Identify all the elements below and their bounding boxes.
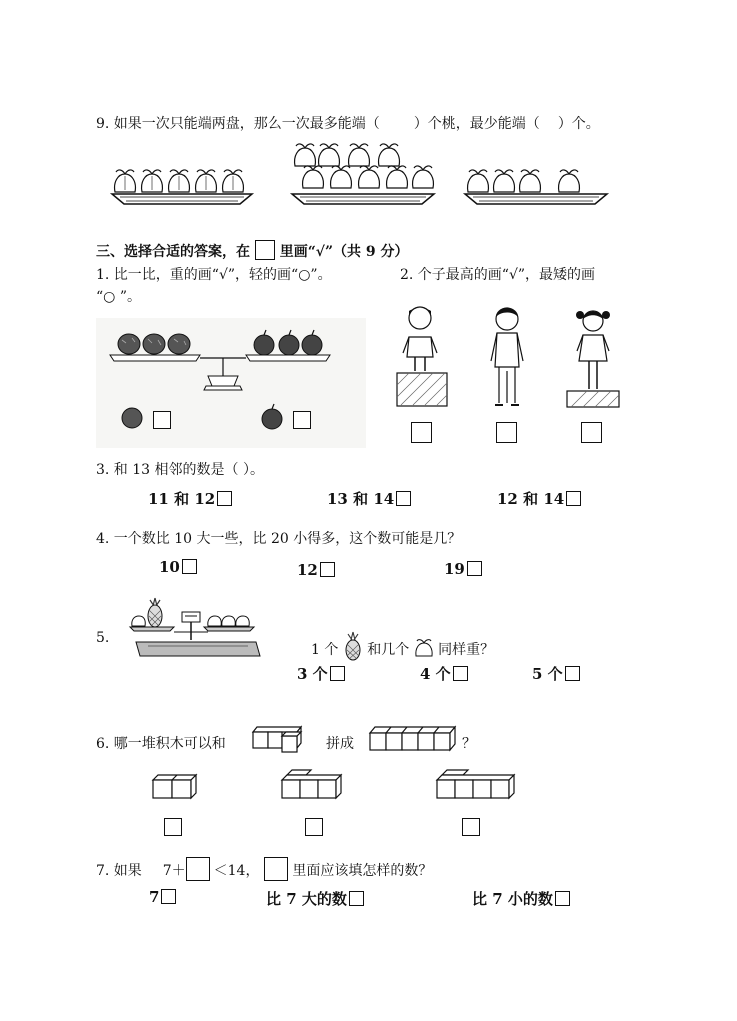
q7-option-1[interactable] bbox=[149, 888, 176, 906]
q7-option-3-box[interactable] bbox=[555, 891, 570, 906]
section3-heading-a: 三、选择合适的答案，在 bbox=[96, 244, 250, 260]
q7-text-b: 7＋ bbox=[162, 863, 186, 879]
q1-text: 1. 比一比，重的画“√”，轻的画“○”。 bbox=[96, 267, 332, 283]
q7-reference-box bbox=[264, 857, 288, 881]
q6-option-3-box[interactable] bbox=[462, 818, 480, 836]
q3-option-1-box[interactable] bbox=[217, 491, 232, 506]
q5-option-3-box[interactable] bbox=[565, 666, 580, 681]
q4-option-2[interactable] bbox=[297, 561, 335, 579]
blocks-option-four-icon bbox=[436, 766, 522, 802]
q6-text-b: 拼成 bbox=[326, 736, 354, 752]
q5-option-1-box[interactable] bbox=[330, 666, 345, 681]
q2-girl-pigtails-answer-box[interactable] bbox=[581, 422, 602, 443]
girl-pigtails-on-low-box-icon bbox=[565, 305, 625, 415]
q5-number: 5. bbox=[96, 630, 110, 646]
q4-option-3-box[interactable] bbox=[467, 561, 482, 576]
q5-option-2-label: 4 个 bbox=[420, 665, 451, 683]
q5-text-a: 1 个 bbox=[311, 642, 339, 658]
q3-option-3-box[interactable] bbox=[566, 491, 581, 506]
peach-tray-3 bbox=[465, 160, 615, 215]
q3-option-2-box[interactable] bbox=[396, 491, 411, 506]
q6-option-2-box[interactable] bbox=[305, 818, 323, 836]
q6-text-c: ？ bbox=[462, 736, 476, 752]
q7-option-2-box[interactable] bbox=[349, 891, 364, 906]
q3-text: 3. 和 13 相邻的数是（ ）。 bbox=[96, 462, 264, 478]
q4-option-1[interactable] bbox=[159, 558, 197, 576]
girl-on-box-icon bbox=[395, 305, 455, 415]
q5-option-1-label: 3 个 bbox=[297, 665, 328, 683]
q4-option-3-label: 19 bbox=[444, 560, 465, 578]
blocks-three-stacked-icon bbox=[252, 724, 312, 756]
q7-text-c: ＜14， bbox=[213, 863, 260, 879]
boy-standing-icon bbox=[485, 305, 535, 415]
q4-text: 4. 一个数比 10 大一些，比 20 小得多，这个数可能是几？ bbox=[96, 531, 462, 547]
q9-line bbox=[96, 113, 600, 133]
q2-text-a: 2. 个子最高的画“√”，最矮的画 bbox=[400, 267, 596, 283]
q7-text-d: 里面应该填怎样的数？ bbox=[292, 863, 433, 879]
blocks-option-three-icon bbox=[281, 766, 351, 802]
q9-text-b: ）个桃，最少能端（ bbox=[413, 116, 540, 132]
q6-text-a: 6. 哪一堆积木可以和 bbox=[96, 736, 226, 752]
q3-option-1[interactable] bbox=[148, 488, 232, 509]
q5-option-3-label: 5 个 bbox=[532, 665, 563, 683]
q7-option-1-box[interactable] bbox=[161, 889, 176, 904]
section3-heading-b: 里画“√”（共 9 分） bbox=[279, 244, 409, 260]
q4-option-1-label: 10 bbox=[159, 558, 180, 576]
q4-option-3[interactable] bbox=[444, 560, 482, 578]
q4-option-2-label: 12 bbox=[297, 561, 318, 579]
q2-girl-answer-box[interactable] bbox=[411, 422, 432, 443]
q7-line bbox=[96, 857, 432, 881]
q3-option-3-label: 12 和 14 bbox=[497, 490, 565, 508]
q3-option-3[interactable] bbox=[497, 488, 581, 509]
pineapple-icon bbox=[343, 630, 363, 662]
q5-option-1[interactable] bbox=[297, 663, 345, 684]
q3-option-2-label: 13 和 14 bbox=[327, 490, 395, 508]
q7-equation-box[interactable] bbox=[186, 857, 210, 881]
q7-text-a: 7. 如果 bbox=[96, 863, 142, 879]
q9-text-a: 9. 如果一次只能端两盘，那么一次最多能端（ bbox=[96, 116, 380, 132]
q7-option-2-label: 比 7 大的数 bbox=[266, 890, 347, 908]
blocks-option-two-icon bbox=[152, 772, 202, 802]
q3-option-1-label: 11 和 12 bbox=[148, 490, 216, 508]
q5-option-2-box[interactable] bbox=[453, 666, 468, 681]
q7-option-2[interactable] bbox=[266, 888, 364, 909]
section3-heading bbox=[96, 240, 409, 261]
balance-scale-picture bbox=[96, 318, 366, 448]
q2-text-b: “○ ”。 bbox=[96, 289, 141, 305]
q1-heavy-answer-box[interactable] bbox=[153, 411, 171, 429]
q9-text-c: ）个。 bbox=[557, 116, 600, 132]
peach-tray-9 bbox=[292, 140, 442, 215]
q7-option-3[interactable] bbox=[472, 888, 570, 909]
q5-question bbox=[311, 630, 494, 662]
q5-text-c: 同样重？ bbox=[438, 642, 495, 658]
pineapple-peach-scale-picture bbox=[128, 596, 262, 662]
q6-option-1-box[interactable] bbox=[164, 818, 182, 836]
q5-text-b: 和几个 bbox=[367, 642, 410, 658]
q3-option-2[interactable] bbox=[327, 488, 411, 509]
q7-option-1-label: 7 bbox=[149, 888, 160, 906]
heading-answer-box bbox=[255, 240, 275, 260]
peach-icon bbox=[414, 638, 434, 658]
q5-option-2[interactable] bbox=[420, 663, 468, 684]
q4-option-1-box[interactable] bbox=[182, 559, 197, 574]
q4-option-2-box[interactable] bbox=[320, 562, 335, 577]
q5-option-3[interactable] bbox=[532, 663, 580, 684]
blocks-five-target-icon bbox=[369, 724, 459, 756]
q1-light-answer-box[interactable] bbox=[293, 411, 311, 429]
peach-tray-5 bbox=[112, 160, 262, 215]
q7-option-3-label: 比 7 小的数 bbox=[472, 890, 553, 908]
q2-boy-answer-box[interactable] bbox=[496, 422, 517, 443]
